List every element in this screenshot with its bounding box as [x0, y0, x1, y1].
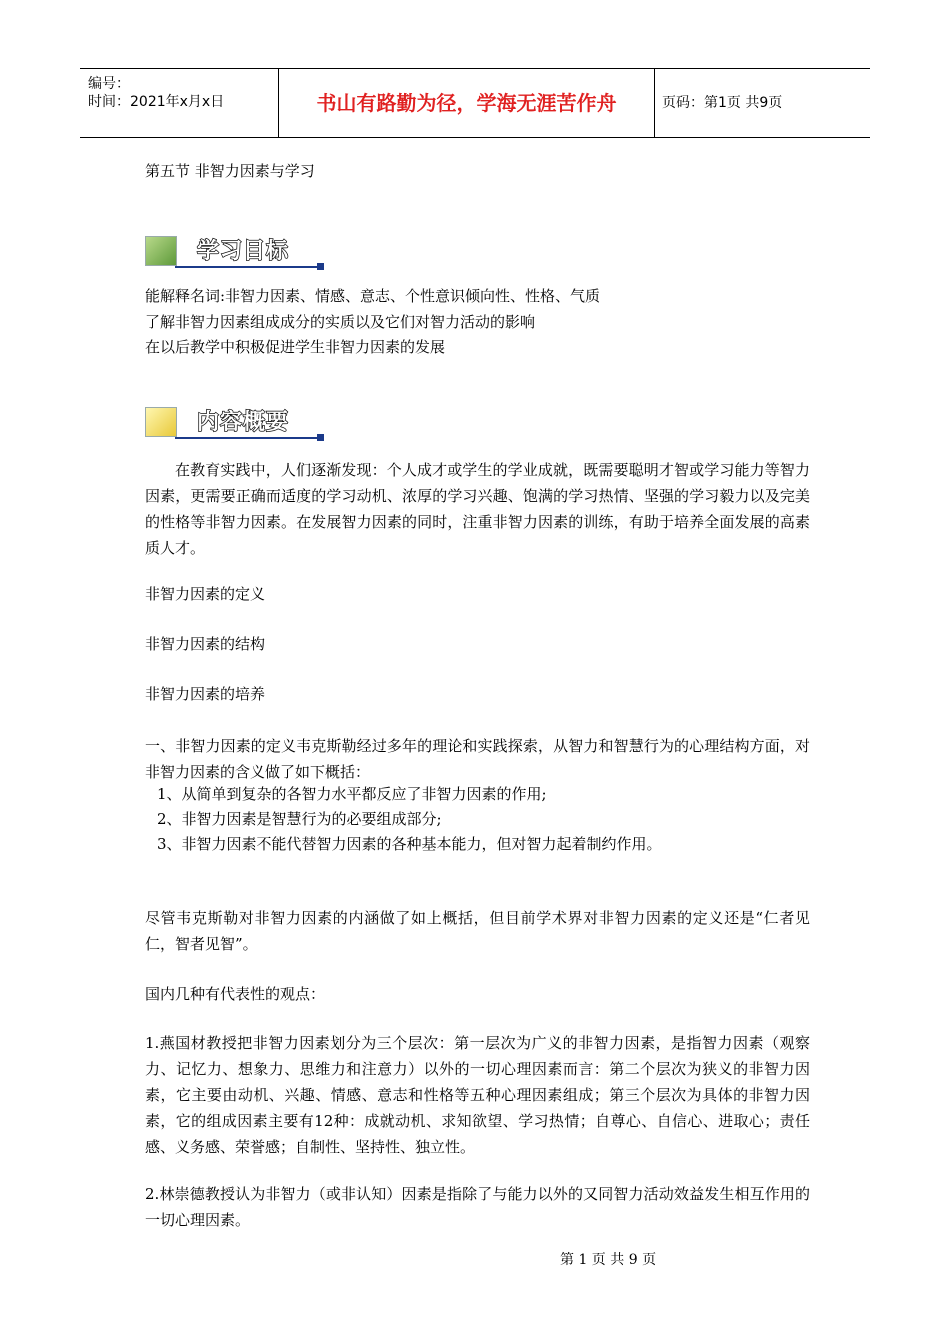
- header-info-cell: [80, 69, 279, 137]
- objective-item: 能解释名词:非智力因素、情感、意志、个性意识倾向性、性格、气质: [145, 287, 601, 305]
- summary-badge: [145, 405, 323, 445]
- although-paragraph: 尽管韦克斯勒对非智力因素的内涵做了如上概括，但目前学术界对非智力因素的定义还是“仁者见仁，智者见智”。: [145, 909, 810, 953]
- badge-underline: [175, 266, 319, 268]
- topic-item: 非智力因素的结构: [145, 635, 266, 653]
- objective-item: 在以后教学中积极促进学生非智力因素的发展: [145, 338, 446, 356]
- objective-item: 了解非智力因素组成成分的实质以及它们对智力活动的影响: [145, 313, 536, 331]
- badge-square-marker: [317, 434, 324, 441]
- definition-point: 2、非智力因素是智慧行为的必要组成部分;: [157, 810, 442, 828]
- topic-item: 非智力因素的定义: [145, 585, 266, 603]
- badge-square-marker: [317, 263, 324, 270]
- view-1-paragraph: 1.燕国材教授把非智力因素划分为三个层次：第一层次为广义的非智力因素，是指智力因素（观察力、记忆力、想象力、思维力和注意力）以外的一切心理因素而言：第二个层次为狭义的非智力因素，它主要由动机、兴趣、情感、意志和性格等五种心理因素组成；第三个层次为具体的非智力因素，它的组成因素主要有12种：成就动机、求知欲望、学习热情；自尊心、自信心、进取心；责任感、义务感、荣誉感；自制性、坚持性、独立性。: [145, 1034, 810, 1156]
- intro-paragraph: 在教育实践中，人们逐渐发现：个人成才或学生的学业成就，既需要聪明才智或学习能力等智力因素，更需要正确而适度的学习动机、浓厚的学习兴趣、饱满的学习热情、坚强的学习毅力以及完美的性格等非智力因素。在发展智力因素的同时，注重非智力因素的训练，有助于培养全面发展的高素质人才。: [145, 461, 810, 557]
- summary-badge-image: [145, 407, 177, 437]
- view-2-paragraph: 2.林崇德教授认为非智力（或非认知）因素是指除了与能力以外的又同智力活动效益发生相互作用的一切心理因素。: [145, 1185, 810, 1229]
- views-title: 国内几种有代表性的观点：: [145, 985, 326, 1003]
- header-page-number: 页码：第1页 共9页: [662, 95, 783, 111]
- topic-item: 非智力因素的培养: [145, 685, 266, 703]
- document-number-label: 编号：: [88, 76, 130, 92]
- badge-underline: [175, 437, 319, 439]
- definition-point: 3、非智力因素不能代替智力因素的各种基本能力，但对智力起着制约作用。: [157, 835, 662, 853]
- definition-paragraph: 一、非智力因素的定义韦克斯勒经过多年的理论和实践探索，从智力和智慧行为的心理结构方面，对非智力因素的含义做了如下概括：: [145, 737, 810, 781]
- date-label: 时间：2021年x月x日: [88, 94, 225, 110]
- objectives-badge: [145, 234, 323, 274]
- header-motto: 书山有路勤为径，学海无涯苦作舟: [279, 69, 655, 137]
- section-title: 第五节 非智力因素与学习: [145, 162, 315, 180]
- summary-badge-title: 内容概要: [197, 410, 290, 435]
- page-header: [80, 68, 870, 138]
- objectives-badge-image: [145, 236, 177, 266]
- page-footer: 第 1 页 共 9 页: [560, 1252, 657, 1268]
- objectives-badge-title: 学习目标: [197, 239, 290, 264]
- definition-point: 1、从简单到复杂的各智力水平都反应了非智力因素的作用;: [157, 785, 547, 803]
